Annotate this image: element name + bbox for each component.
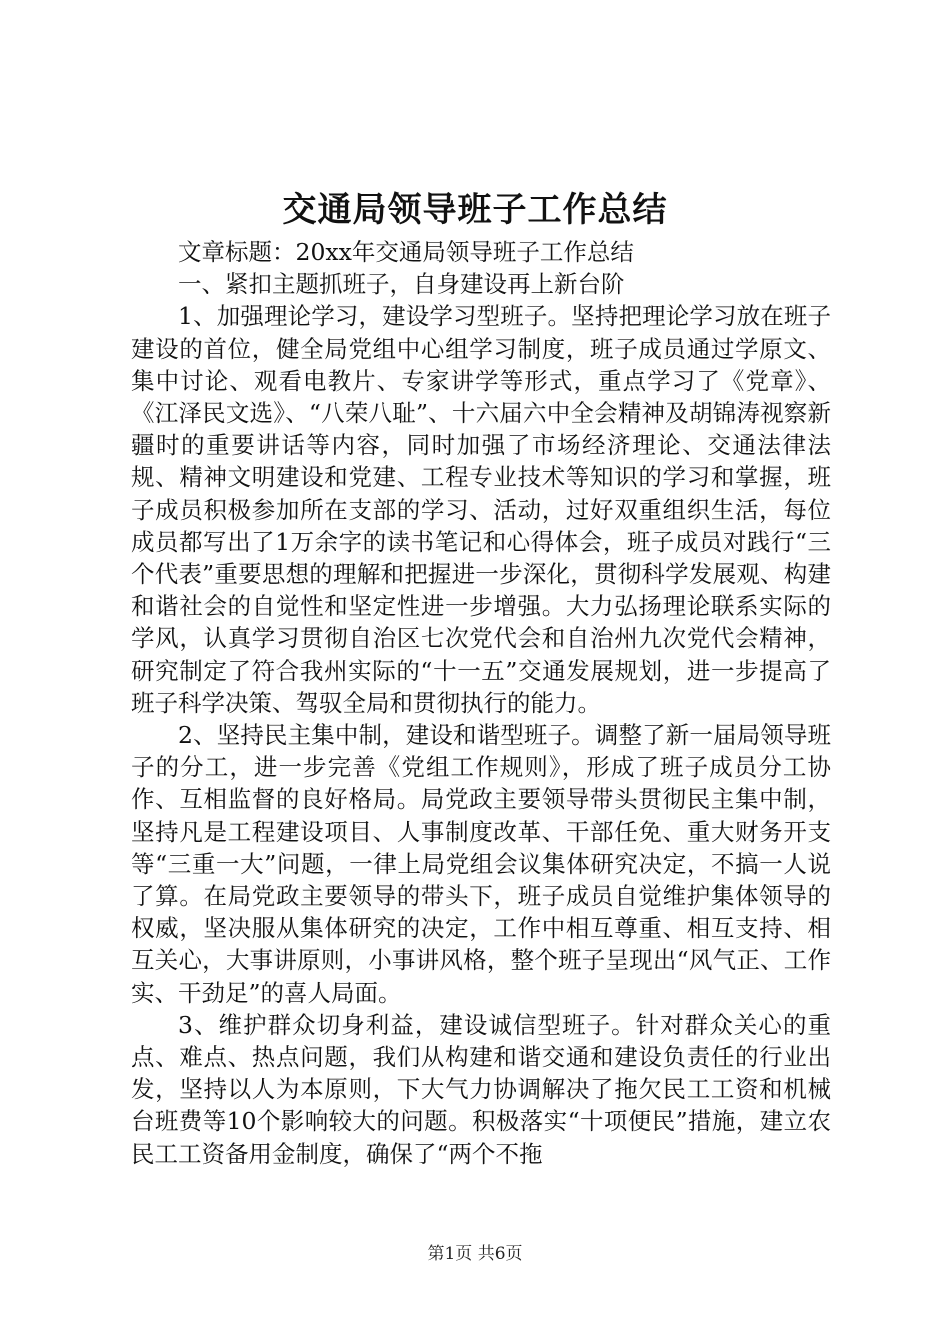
paragraph-2: 2、坚持民主集中制，建设和谐型班子。调整了新一届局领导班子的分工，进一步完善《党组工作规则》，形成了班子成员分工协作、互相监督的良好格局。局党政主要领导带头贯彻民主集中制，坚持凡是工程建设项目、人事制度改革、干部任免、重大财务开支等“三重一大”问题，一律上局党组会议集体研究决定，不搞一人说了算。在局党政主要领导的带头下，班子成员自觉维护集体领导的权威，坚决服从集体研究的决定，工作中相互尊重、相互支持、相互关心，大事讲原则，小事讲风格，整个班子呈现出“风气正、工作实、干劲足”的喜人局面。 xyxy=(131,721,831,1007)
page-footer: 第1页 共6页 xyxy=(427,1244,523,1264)
section-heading: 一、紧扣主题抓班子，自身建设再上新台阶 xyxy=(178,270,625,299)
article-heading-line: 文章标题：20xx年交通局领导班子工作总结 xyxy=(178,238,634,266)
document-body xyxy=(131,236,831,1170)
paragraph-3: 3、维护群众切身利益，建设诚信型班子。针对群众关心的重点、难点、热点问题，我们从构建和谐交通和建设负责任的行业出发，坚持以人为本原则，下大气力协调解决了拖欠民工工资和机械台班费等10个影响较大的问题。积极落实“十项便民”措施，建立农民工工资备用金制度，确保了“两个不拖 xyxy=(131,1010,831,1168)
paragraph-1: 1、加强理论学习，建设学习型班子。坚持把理论学习放在班子建设的首位，健全局党组中心组学习制度，班子成员通过学原文、集中讨论、观看电教片、专家讲学等形式，重点学习了《党章》、《江泽民文选》、“八荣八耻”、十六届六中全会精神及胡锦涛视察新疆时的重要讲话等内容，同时加强了市场经济理论、交通法律法规、精神文明建设和党建、工程专业技术等知识的学习和掌握，班子成员积极参加所在支部的学习、活动，过好双重组织生活，每位成员都写出了1万余字的读书笔记和心得体会，班子成员对践行“三个代表”重要思想的理解和把握进一步深化，贯彻科学发展观、构建和谐社会的自觉性和坚定性进一步增强。大力弘扬理论联系实际的学风，认真学习贯彻自治区七次党代会和自治州九次党代会精神，研究制定了符合我州实际的“十一五”交通发展规划，进一步提高了班子科学决策、驾驭全局和贯彻执行的能力。 xyxy=(131,302,831,717)
document-title: 交通局领导班子工作总结 xyxy=(282,190,668,230)
